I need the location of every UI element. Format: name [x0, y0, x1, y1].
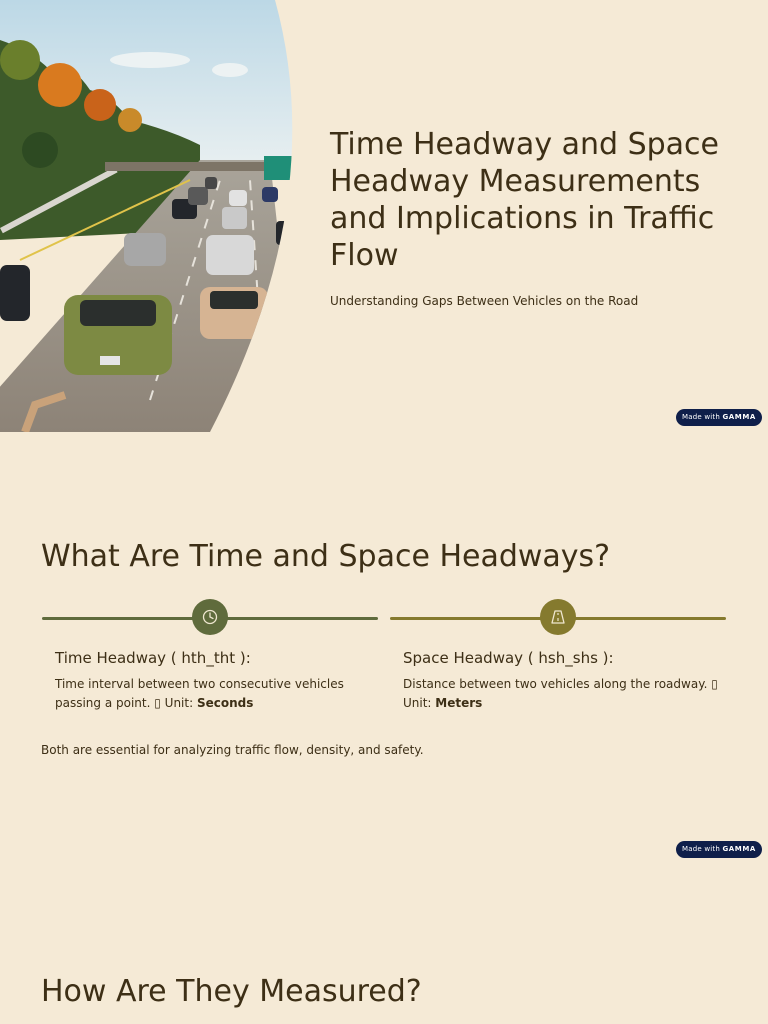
- measurement-slide: [0, 864, 768, 1024]
- section-title: What Are Time and Space Headways?: [41, 539, 611, 574]
- summary-note: Both are essential for analyzing traffic flow, density, and safety.: [41, 743, 424, 757]
- space-headway-description: [403, 675, 723, 713]
- time-headway-title: Time Headway ( hth_tht ):: [55, 649, 251, 667]
- title-slide: [0, 0, 768, 432]
- space-headway-text: Distance between two vehicles along the roadway. ▯ Unit:: [403, 677, 718, 710]
- time-headway-text: Time interval between two consecutive vehicles passing a point. ▯ Unit:: [55, 677, 344, 710]
- badge-prefix: Made with: [682, 413, 720, 421]
- timeline-node-time: [192, 599, 228, 635]
- badge-prefix: Made with: [682, 845, 720, 853]
- made-with-gamma-badge[interactable]: [676, 409, 762, 426]
- made-with-gamma-badge[interactable]: [676, 841, 762, 858]
- clock-icon: [202, 609, 218, 625]
- gamma-logo: GAMMA: [722, 845, 756, 853]
- slide-subtitle: Understanding Gaps Between Vehicles on the Road: [330, 294, 639, 308]
- highway-traffic-image: [0, 0, 300, 432]
- time-headway-unit: Seconds: [196, 696, 254, 710]
- space-headway-unit: Meters: [435, 696, 483, 710]
- headways-slide: [0, 432, 768, 864]
- section-title: How Are They Measured?: [41, 974, 422, 1009]
- time-headway-description: [55, 675, 365, 713]
- slide-title: Time Headway and Space Headway Measurements and Implications in Traffic Flow: [330, 127, 720, 273]
- road-icon: [550, 609, 566, 625]
- space-headway-title: Space Headway ( hsh_shs ):: [403, 649, 614, 667]
- gamma-logo: GAMMA: [722, 413, 756, 421]
- timeline-node-space: [540, 599, 576, 635]
